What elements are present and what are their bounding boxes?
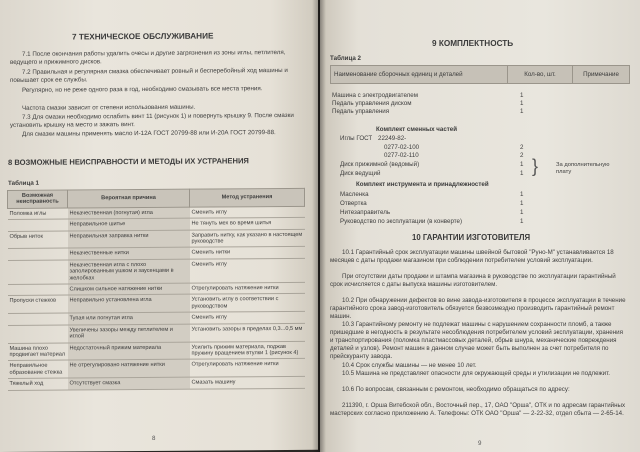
section-7-title: 7 ТЕХНИЧЕСКОЕ ОБСЛУЖИВАНИЕ <box>72 31 214 42</box>
cause-cell: Увеличены зазоры между петлителем и иглой <box>68 324 190 343</box>
qty-value: 2 <box>520 144 524 151</box>
list-item: Руководство по эксплуатации (в конверте) <box>340 218 463 225</box>
list-item: 0277-02-100 <box>384 144 420 151</box>
spine-shadow <box>312 0 326 452</box>
spare-parts-title: Комплект сменных частей <box>376 126 458 133</box>
fault-cell <box>8 260 68 285</box>
list-item: Педаль управления <box>332 108 390 115</box>
list-item: Педаль управления диском <box>332 100 412 107</box>
tools-title: Комплект инструмента и принадлежностей <box>356 181 489 188</box>
fault-cell <box>8 248 68 260</box>
paragraph-10-3: 10.3 Гарантийному ремонту не подлежат машины с нарушением сохранности пломб, а также пришедшие в негодность в результате несоблюдения потребителем условий эксплуатации, хранения и транспортирования (поломка пластмассовых деталей, обрыв шнура, механические повреждения деталей и узлов). Ремонт машин в данном случае может быть выполнен за счет потребителя по прейскуранту завода. <box>330 321 623 361</box>
cause-cell: Слишком сильное натяжение нитки <box>68 283 190 295</box>
page-number-right: 9 <box>478 440 482 447</box>
paragraph-7-3-b: Для смазки машины применять масло И-12А ГОСТ 20799-88 или И-20А ГОСТ 20799-88. <box>22 129 276 138</box>
fault-cell <box>8 284 68 296</box>
paragraph-7-2: 7.2 Правильная и регулярная смазка обеспечивает ровный и бесперебойный ход машины и повышает срок ее службы. <box>10 66 288 85</box>
fault-cell <box>8 325 68 343</box>
fault-cell: Машина плохо продвигает материал <box>8 343 68 361</box>
cause-cell: Тупая или погнутая игла <box>68 312 190 324</box>
cause-cell: Не отрегулировано натяжение нитки <box>68 359 190 378</box>
table-row <box>8 294 305 314</box>
header-name: Наименование сборочных единиц и деталей <box>331 66 508 84</box>
paragraph-10-2: 10.2 При обнаружении дефектов во вине завода-изготовителя в процессе эксплуатации в течение гарантийного срока завод-изготовитель обязуется безвозмездно производить гарантийный ремонт машин. <box>330 297 626 321</box>
page-number-left: 8 <box>152 434 156 442</box>
table-header-row <box>8 188 305 208</box>
remedy-cell: Сменить иглу <box>190 312 305 324</box>
remedy-cell: Сменить нитки <box>190 247 305 259</box>
list-item: 22249-82- <box>378 135 407 142</box>
remedy-cell: Сменить иглу <box>190 206 305 218</box>
table-row <box>8 323 305 343</box>
paragraph-10-5: 10.5 Машина не представляет опасности для окружающей среды и утилизации не подлежит. <box>342 370 611 377</box>
extra-charge-note: За дополнительную плату <box>556 162 610 175</box>
paragraph-10-1-b: При отсутствии даты продажи и штампа магазина в руководстве по эксплуатации гарантийный срок исчисляется с даты выпуска машины изготовителем. <box>330 273 616 289</box>
table-row <box>8 258 305 284</box>
paragraph-10-4: 10.4 Срок службы машины — не менее 10 лет. <box>342 362 477 369</box>
table-2-caption: Таблица 2 <box>330 55 361 62</box>
qty-value: 1 <box>520 92 524 99</box>
table-header-row <box>331 66 630 84</box>
qty-value: 1 <box>520 191 524 198</box>
table-row <box>8 229 305 249</box>
faults-table <box>7 188 305 391</box>
header-qty: Кол-во, шт. <box>508 66 573 84</box>
qty-value: 1 <box>520 170 524 177</box>
fault-cell: Поломка иглы <box>8 208 68 220</box>
fault-cell: Неправильное образование стежка <box>8 360 68 378</box>
cause-cell: Неправильная заправка нитки <box>68 230 190 249</box>
table-row <box>8 376 305 389</box>
remedy-cell: Установить иглу в соответствии с руководством <box>190 294 305 313</box>
remedy-cell: Не тянуть мех во время шитья <box>190 218 305 230</box>
paragraph-7-3: 7.3 Для смазки необходимо ослабить винт 11 (рисунок 1) и повернуть крышку 9. После смазки установить крышку на место и зажать винт. <box>10 111 294 130</box>
qty-value: 1 <box>520 108 524 115</box>
header-note: Примечание <box>573 66 630 84</box>
header-remedy: Метод устранения <box>190 188 305 207</box>
qty-value: 1 <box>520 218 524 225</box>
paragraph-7-2-b: Регулярно, но не реже одного раза в год, необходимо смазывать все места трения. <box>22 85 263 94</box>
qty-value: 1 <box>520 200 524 207</box>
cause-cell: Некачественная (погнутая) игла <box>68 207 190 219</box>
left-page <box>0 0 318 452</box>
needles-label: Иглы ГОСТ <box>340 135 373 142</box>
section-9-title: 9 КОМПЛЕКТНОСТЬ <box>432 39 514 48</box>
remedy-cell: Отрегулировать натяжение нитки <box>190 282 305 294</box>
list-item: Нитезаправитель <box>340 209 391 216</box>
cause-cell: Некачественные нитки <box>68 248 190 260</box>
list-item: Диск прижимной (ведомый) <box>340 161 420 168</box>
paragraph-7-2-c: Частота смазки зависит от степени использования машины. <box>22 103 196 112</box>
brace-icon: } <box>532 156 539 176</box>
manufacturer-address: 211390, г. Орша Витебской обл., Восточный пер., 17, ОАО "Орша", ОТК и по адресам гарантийных мастерских согласно приложению А. Телефоны: ОТК ОАО "Орша" — 2-22-32, отдел сбыта — 2-65-14. <box>330 402 626 418</box>
list-item: Машина с электродвигателем <box>332 92 418 99</box>
cause-cell: Отсутствует смазка <box>68 377 190 389</box>
parts-table-header <box>330 65 630 84</box>
fault-cell <box>8 313 68 325</box>
section-10-title: 10 ГАРАНТИИ ИЗГОТОВИТЕЛЯ <box>412 233 531 242</box>
header-cause: Вероятная причина <box>68 189 190 208</box>
remedy-cell: Сменить иглу <box>190 258 305 283</box>
qty-value: 1 <box>520 161 524 168</box>
cause-cell: Некачественная игла с плохо заполированным ушком и заусенцами в желобках <box>68 259 190 284</box>
remedy-cell: Заправить нитку, как указано в настоящем руководстве <box>190 229 305 248</box>
table-row <box>8 341 305 361</box>
table-1-caption: Таблица 1 <box>8 179 39 187</box>
paragraph-10-1: 10.1 Гарантийный срок эксплуатации машины швейной бытовой "Руно-М" устанавливается 18 месяцев с даты продажи магазином при соблюдении потребителем условий эксплуатации. <box>330 249 614 265</box>
paragraph-10-6: 10.6 По вопросам, связанным с ремонтом, необходимо обращаться по адресу: <box>342 386 570 393</box>
list-item: Масленка <box>340 191 369 198</box>
cause-cell: Неправильно установлена игла <box>68 295 190 314</box>
qty-value: 2 <box>520 152 524 159</box>
fault-cell: Пропуски стежков <box>8 295 68 313</box>
remedy-cell: Установить зазоры в пределах 0,3...0,5 мм <box>190 323 305 342</box>
table-row <box>8 359 305 379</box>
fault-cell: Тяжелый ход <box>8 378 68 390</box>
cause-cell: Неправильное шитье <box>68 218 190 230</box>
list-item: Диск ведущий <box>340 170 381 177</box>
qty-value: 1 <box>520 209 524 216</box>
right-page <box>320 0 640 452</box>
remedy-cell: Смазать машину <box>190 376 305 388</box>
remedy-cell: Отрегулировать натяжение нитки <box>190 359 305 378</box>
paragraph-7-1: 7.1 После окончания работы удалить очесы и другие загрязнения из зоны иглы, петлителя, ведущего и прижимного дисков. <box>10 49 286 67</box>
list-item: Отвертка <box>340 200 367 207</box>
remedy-cell: Усилить прижим материала, поджав пружину вращением втулки 1 (рисунок 4) <box>190 341 305 360</box>
list-item: 0277-02-110 <box>384 152 419 159</box>
fault-cell <box>8 219 68 231</box>
header-fault: Возможная неисправность <box>8 190 68 208</box>
cause-cell: Недостаточный прижим материала <box>68 342 190 361</box>
fault-cell: Обрыв ниток <box>8 231 68 249</box>
section-8-title: 8 ВОЗМОЖНЫЕ НЕИСПРАВНОСТИ И МЕТОДЫ ИХ УСТРАНЕНИЯ <box>8 156 249 167</box>
qty-value: 1 <box>520 100 524 107</box>
